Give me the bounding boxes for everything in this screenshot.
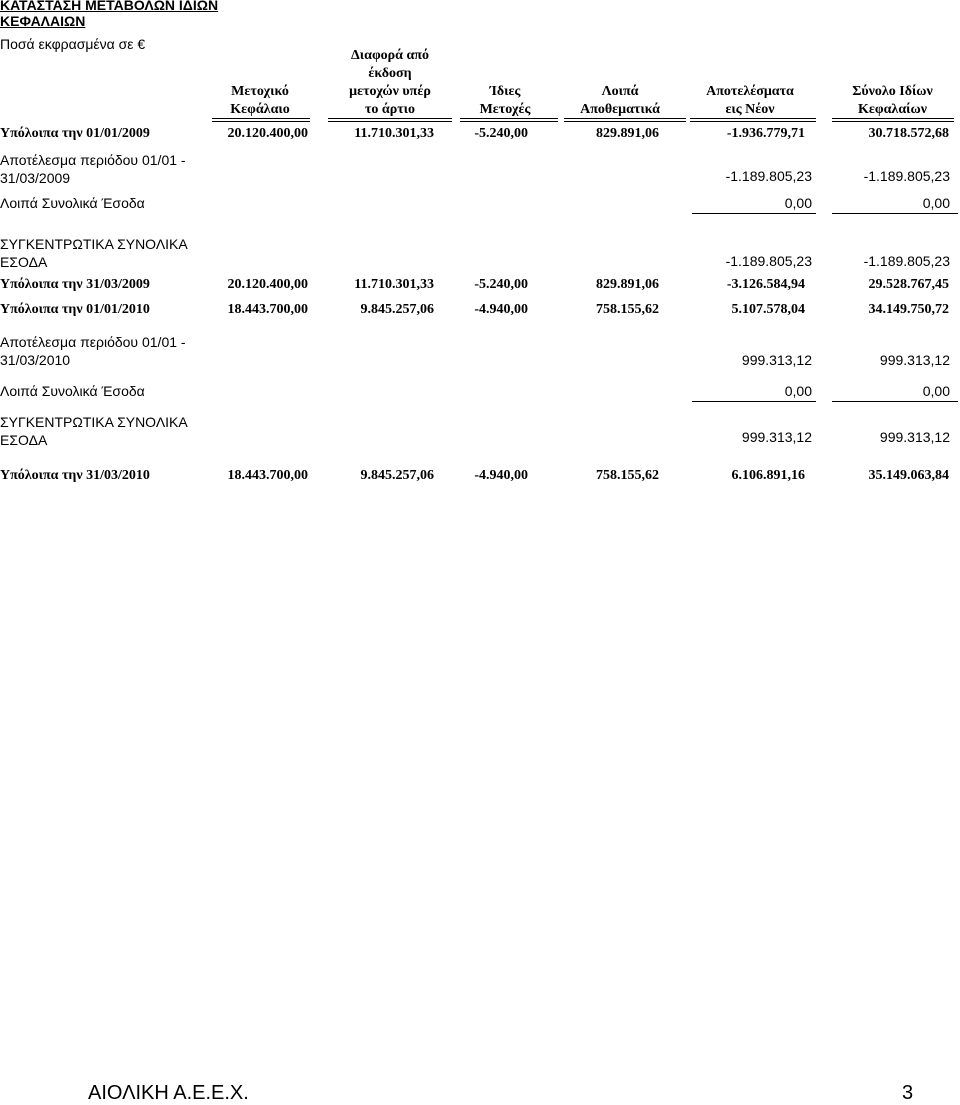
cell-other-reserves: 758.155,62 (596, 302, 659, 317)
subtotal-rule (832, 401, 958, 402)
row-label-balance-2009-close: Υπόλοιπα την 31/03/2009 (0, 277, 150, 292)
row-label-total-income-2010-line2: ΕΣΟΔΑ (0, 432, 48, 448)
row-label-total-income-2009-line2: ΕΣΟΔΑ (0, 254, 48, 270)
currency-note: Ποσά εκφρασμένα σε € (0, 36, 146, 52)
cell-total-equity: 35.149.063,84 (868, 468, 949, 483)
cell-share-capital: 18.443.700,00 (227, 302, 308, 317)
cell-treasury-shares: -4.940,00 (474, 302, 528, 317)
col-header-retained-earnings-line2: εις Νέον (725, 102, 775, 117)
header-rule (832, 118, 954, 122)
cell-other-reserves: 829.891,06 (596, 126, 659, 141)
row-label-result-2010-line1: Αποτέλεσμα περιόδου 01/01 - (0, 334, 186, 350)
col-header-retained-earnings (690, 83, 810, 119)
col-header-retained-earnings-line1: Αποτελέσματα (706, 84, 794, 99)
cell-treasury-shares: -4.940,00 (474, 468, 528, 483)
col-header-share-capital-line1: Μετοχικό (231, 84, 289, 99)
row-label-total-income-2009 (0, 235, 188, 271)
footer-company-name: ΑΙΟΛΙΚΗ Α.Ε.Ε.Χ. (88, 1082, 249, 1104)
col-header-total-equity-line2: Κεφαλαίων (858, 102, 927, 117)
cell-total-equity: 30.718.572,68 (868, 126, 949, 141)
col-header-treasury-shares (460, 83, 550, 119)
cell-share-capital: 18.443.700,00 (227, 468, 308, 483)
cell-other-reserves: 758.155,62 (596, 468, 659, 483)
col-header-other-reserves-line2: Αποθεματικά (580, 102, 660, 117)
col-header-share-premium-line2: έκδοση (368, 66, 412, 81)
cell-total-equity: 999.313,12 (879, 429, 950, 445)
col-header-other-reserves-line1: Λοιπά (601, 84, 639, 99)
row-label-other-income-2010: Λοιπά Συνολικά Έσοδα (0, 383, 145, 399)
cell-retained-earnings: 0,00 (784, 383, 812, 399)
row-label-result-2009 (0, 151, 186, 187)
row-label-result-2009-line1: Αποτέλεσμα περιόδου 01/01 - (0, 152, 186, 168)
row-label-result-2009-line2: 31/03/2009 (0, 170, 71, 186)
row-label-balance-2010-open: Υπόλοιπα την 01/01/2010 (0, 302, 150, 317)
col-header-share-capital (215, 83, 305, 119)
subtotal-rule (692, 213, 816, 214)
header-rule (460, 118, 558, 122)
cell-total-equity: 0,00 (922, 195, 950, 211)
row-label-total-income-2010-line1: ΣΥΓΚΕΝΤΡΩΤΙΚΑ ΣΥΝΟΛΙΚΑ (0, 414, 188, 430)
cell-retained-earnings: -3.126.584,94 (726, 277, 805, 292)
cell-retained-earnings: -1.189.805,23 (725, 253, 812, 269)
col-header-share-premium (325, 47, 455, 119)
cell-total-equity: 999.313,12 (879, 352, 950, 368)
cell-retained-earnings: -1.936.779,71 (726, 126, 805, 141)
subtotal-rule (832, 213, 958, 214)
cell-total-equity: -1.189.805,23 (863, 168, 950, 184)
col-header-total-equity (830, 83, 955, 119)
cell-treasury-shares: -5.240,00 (474, 277, 528, 292)
cell-share-premium: 9.845.257,06 (360, 468, 434, 483)
header-rule (690, 118, 816, 122)
cell-retained-earnings: -1.189.805,23 (725, 168, 812, 184)
cell-retained-earnings: 0,00 (784, 195, 812, 211)
cell-total-equity: -1.189.805,23 (863, 253, 950, 269)
row-label-balance-2009-open: Υπόλοιπα την 01/01/2009 (0, 126, 150, 141)
cell-share-capital: 20.120.400,00 (227, 277, 308, 292)
statement-title-line2: ΚΕΦΑΛΑΙΩΝ (0, 13, 86, 29)
row-label-result-2010-line2: 31/03/2010 (0, 352, 71, 368)
cell-share-premium: 11.710.301,33 (354, 277, 434, 292)
col-header-share-premium-line4: το άρτιο (364, 102, 416, 117)
header-rule (328, 118, 452, 122)
cell-other-reserves: 829.891,06 (596, 277, 659, 292)
cell-share-premium: 9.845.257,06 (360, 302, 434, 317)
cell-retained-earnings: 6.106.891,16 (731, 468, 805, 483)
cell-total-equity: 34.149.750,72 (868, 302, 949, 317)
cell-retained-earnings: 5.107.578,04 (731, 302, 805, 317)
cell-retained-earnings: 999.313,12 (741, 429, 812, 445)
col-header-share-premium-line1: Διαφορά από (351, 48, 429, 63)
cell-treasury-shares: -5.240,00 (474, 126, 528, 141)
col-header-share-capital-line2: Κεφάλαιο (230, 102, 290, 117)
row-label-other-income-2009: Λοιπά Συνολικά Έσοδα (0, 195, 145, 211)
col-header-total-equity-line1: Σύνολο Ιδίων (852, 84, 933, 99)
statement-title-line1: ΚΑΤΑΣΤΑΣΗ ΜΕΤΑΒΟΛΩΝ ΙΔΙΩΝ (0, 0, 219, 13)
col-header-treasury-shares-line1: Ίδιες (489, 84, 521, 99)
row-label-total-income-2010 (0, 413, 188, 449)
cell-total-equity: 0,00 (922, 383, 950, 399)
row-label-balance-2010-close: Υπόλοιπα την 31/03/2010 (0, 468, 150, 483)
col-header-share-premium-line3: μετοχών υπέρ (349, 84, 431, 99)
header-rule (212, 118, 310, 122)
cell-share-premium: 11.710.301,33 (354, 126, 434, 141)
cell-total-equity: 29.528.767,45 (868, 277, 949, 292)
row-label-total-income-2009-line1: ΣΥΓΚΕΝΤΡΩΤΙΚΑ ΣΥΝΟΛΙΚΑ (0, 236, 188, 252)
col-header-treasury-shares-line2: Μετοχές (479, 102, 531, 117)
footer-page-number: 3 (902, 1082, 914, 1104)
subtotal-rule (692, 401, 816, 402)
col-header-other-reserves (560, 83, 680, 119)
header-rule (564, 118, 686, 122)
cell-share-capital: 20.120.400,00 (227, 126, 308, 141)
cell-retained-earnings: 999.313,12 (741, 352, 812, 368)
row-label-result-2010 (0, 333, 186, 369)
